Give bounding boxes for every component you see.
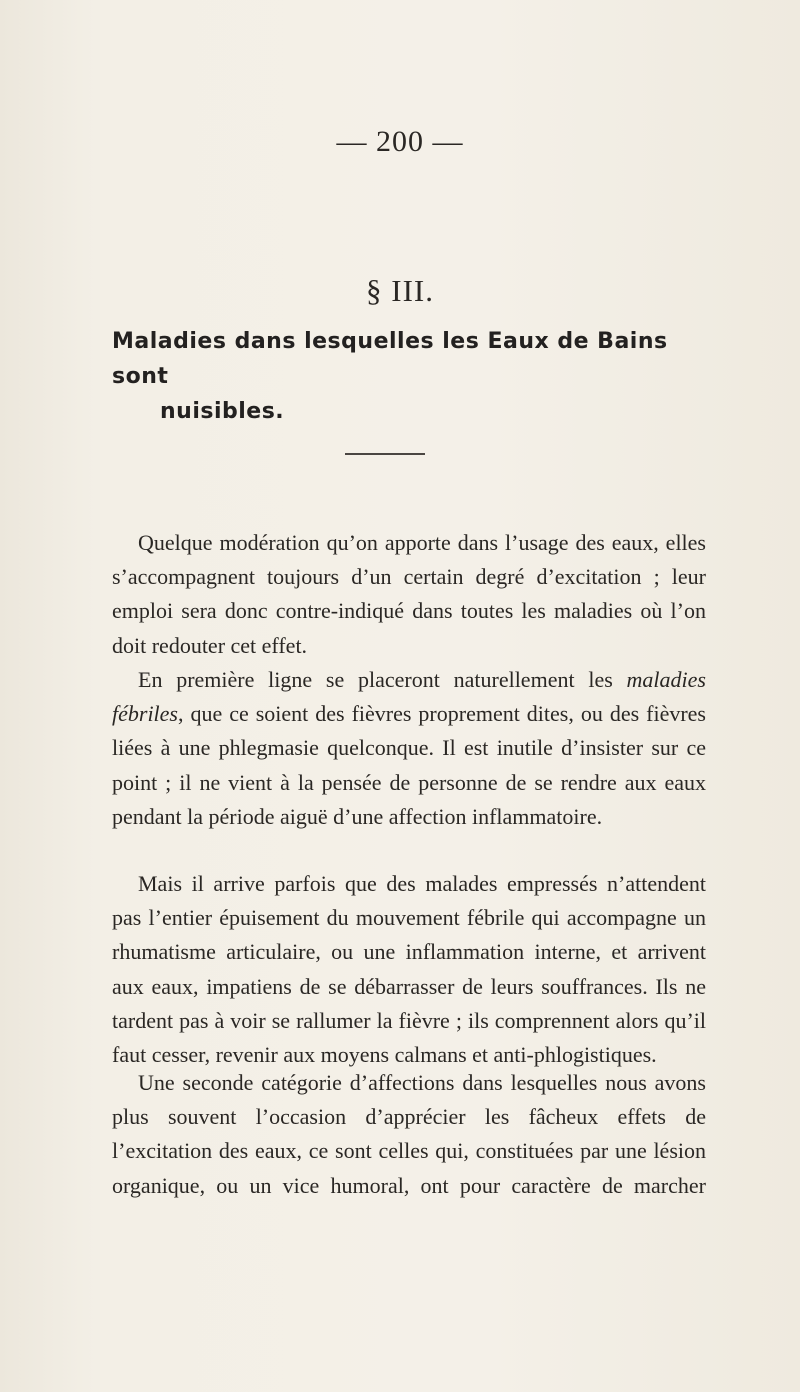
section-number: § III. [366, 273, 434, 308]
page-number: — 200 — [336, 125, 464, 158]
paragraph-3-text: Mais il arrive parfois que des malades empressés n’attendent pas l’entier épuisement du mouvement fébrile qui accompagne un rhumatisme articulaire, ou une inflammation interne, et arrivent aux eaux, impatiens de se débarrasser de leurs souffrances. Ils ne tardent pas à voir se rallumer la fièvre ; ils comprennent alors qu’il faut cesser, revenir aux moyens calmans et anti-phlogistiques. [112, 871, 706, 1068]
heading-line-2: nuisibles. [160, 399, 285, 424]
paragraph-2 [112, 663, 706, 834]
paragraph-2-text-end: , que ce soient des fièvres proprement dites, ou des fièvres liées à une phlegmasie quelconque. Il est inutile d’insister sur ce point ; il ne vient à la pensée de personne de se rendre aux eaux pendant la période aiguë d’une affection inflammatoire. [112, 701, 706, 829]
paragraph-4 [112, 1066, 706, 1203]
paragraph-2-text-start: En première ligne se placeront naturellement les [138, 667, 627, 692]
heading-line-1: Maladies dans lesquelles les Eaux de Bains sont [112, 329, 668, 389]
divider-rule [345, 453, 425, 455]
paragraph-1-text: Quelque modération qu’on apporte dans l’usage des eaux, elles s’accompagnent toujours d’un certain degré d’excitation ; leur emploi sera donc contre-indiqué dans toutes les maladies où l’on doit redouter cet effet. [112, 530, 706, 658]
paragraph-4-text: Une seconde catégorie d’affections dans lesquelles nous avons plus souvent l’occasion d’apprécier les fâcheux effets de l’excitation des eaux, ce sont celles qui, constituées par une lésion organique, ou un vice humoral, ont pour caractère de marcher [112, 1070, 706, 1198]
paragraph-2-italic-term: maladies fébriles [112, 667, 706, 727]
section-heading [112, 324, 712, 429]
paragraph-3 [112, 867, 706, 1072]
paragraph-1 [112, 526, 706, 663]
